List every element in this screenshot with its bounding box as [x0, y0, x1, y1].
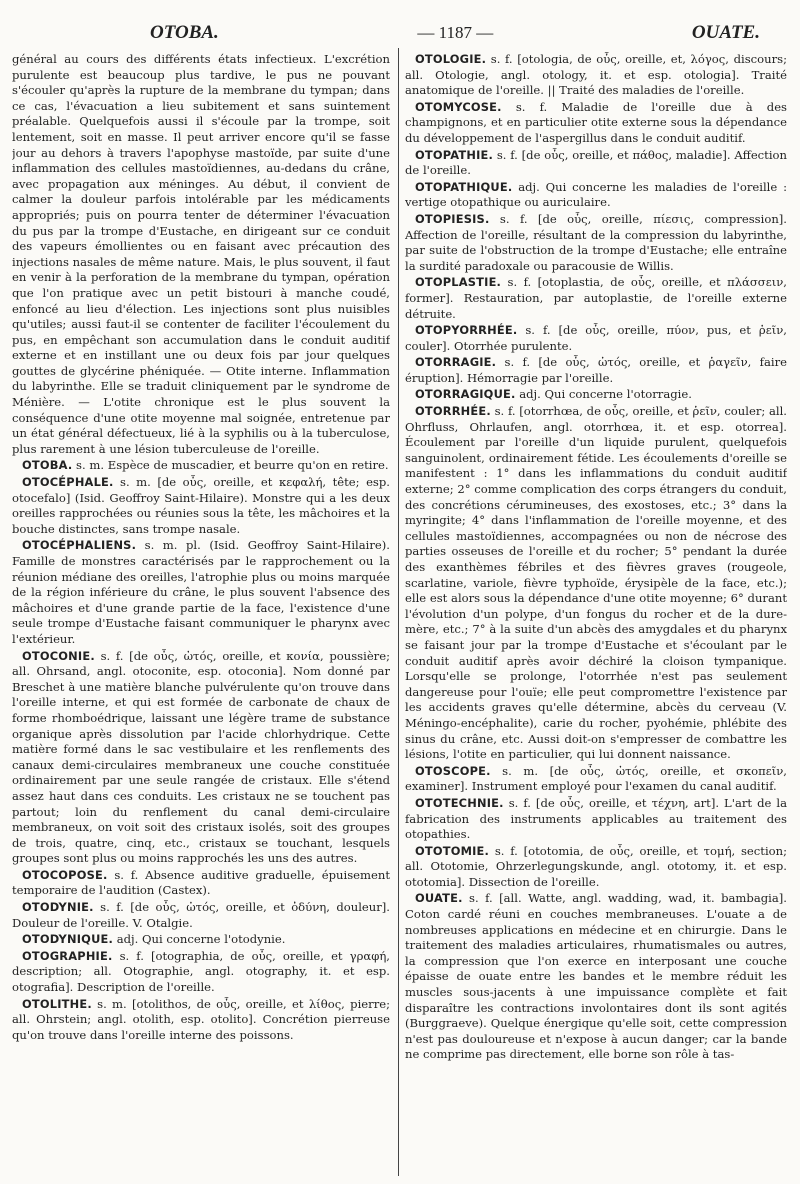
dictionary-entry — [12, 949, 390, 996]
dictionary-entry — [12, 649, 390, 867]
entry-headword: OTOPLASTIE. — [415, 275, 502, 290]
left-running-head: OTOBA. — [150, 22, 219, 43]
entry-text: s. f. [de οὖς, ὠτός, oreille, et ὀδύνη, douleur]. Douleur de l'oreille. V. Otalgie. — [12, 900, 390, 930]
dictionary-entry — [12, 538, 390, 647]
entry-headword: OTOCOPOSE. — [22, 867, 108, 882]
right-column — [405, 52, 787, 1177]
entry-text: s. m. [de οὖς, oreille, et κεφαλή, tête; esp. otocefalo] (Isid. Geoffroy Saint-Hilaire). Monstre qui a les deux oreilles rapprochées ou réunies sous la tête, les mâchoires et la bouche distinctes, sans trompe nasale. — [12, 475, 390, 536]
entry-headword: OUATE. — [415, 891, 463, 906]
entry-headword: OTOGRAPHIE. — [22, 948, 113, 963]
dictionary-entry — [405, 764, 787, 795]
entry-headword: OTOMYCOSE. — [415, 99, 502, 114]
entry-headword: OTORRHÉE. — [415, 404, 491, 419]
dictionary-entry — [405, 52, 787, 99]
dictionary-entry — [12, 458, 390, 474]
continued-text — [12, 52, 390, 457]
dictionary-entry — [405, 100, 787, 147]
entry-headword: OTOPYORRHÉE. — [415, 323, 518, 338]
dictionary-entry — [405, 212, 787, 274]
dictionary-entry — [12, 868, 390, 899]
entry-headword: OTOPATHIE. — [415, 147, 494, 162]
entry-text: s. f. [ototomia, de οὖς, oreille, et τομή, section; all. Ototomie, Ohrzerlegungskunde, angl. ototomy, it. et esp. ototomia]. Dissection de l'oreille. — [405, 843, 787, 889]
entry-text: s. f. [de οὖς, oreille, et πάθος, maladie]. Affection de l'oreille. — [405, 147, 787, 178]
entry-text: adj. Qui concerne l'otorragie. — [515, 387, 692, 402]
dictionary-entry — [12, 997, 390, 1044]
entry-text: s. f. [de οὖς, ὠτός, oreille, et ῥαγεῖν, faire éruption]. Hémorragie par l'oreille. — [405, 355, 787, 385]
dictionary-entry — [12, 475, 390, 537]
entry-headword: OTODYNIQUE. — [22, 932, 114, 947]
entry-text: adj. Qui concerne l'otodynie. — [113, 932, 286, 947]
entry-text: s. f. Maladie de l'oreille due à des champignons, et en particulier otite externe sous la dépendance du développement de l'aspergillus dans le conduit auditif. — [405, 99, 787, 145]
running-header — [150, 18, 760, 48]
dictionary-entry — [405, 355, 787, 386]
entry-headword: OTOCÉPHALIENS. — [22, 538, 137, 553]
entry-text: s. m. Espèce de muscadier, et beurre qu'on en retire. — [72, 458, 389, 473]
entry-headword: OTOPIESIS. — [415, 211, 490, 226]
left-column — [12, 52, 390, 1177]
entry-headword: OTOTOMIE. — [415, 843, 490, 858]
entry-headword: OTODYNIE. — [22, 900, 94, 915]
dictionary-entry — [405, 387, 787, 403]
column-divider — [398, 48, 399, 1176]
entry-text: s. f. [otorrhœa, de οὖς, oreille, et ῥεῖν, couler; all. Ohrfluss, Ohrlaufen, angl. otorrhœa, it. et esp. otorrea]. Écoulement par l'oreille d'un liquide purulent, quelquefois sanguinolent, ordinairement fétide. Les écoulements d'oreille se manifestent : 1° dans les inflammations du conduit auditif externe; 2° comme complication des corps étrangers du conduit, des concrétions cérumineuses, des exostoses, etc.; 3° dans la myringite; 4° dans l'inflammation de l'oreille moyenne, et des cellules mastoïdiennes, accompagnées ou non de nécrose des parties osseuses de l'oreille et du rocher; 5° pendant la durée des exanthèmes fébriles et des fièvres graves (rougeole, scarlatine, variole, fièvre typhoïde, érysipèle de la face, etc.); elle est alors sous la dépendance d'une otite moyenne; 6° durant l'évolution d'un polype, d'un fongus du rocher et de la dure-mère, etc.; 7° à la suite d'un abcès des amygdales et du pharynx se faisant jour par la trompe d'Eustache et s'écoulant par le conduit auditif après avoir déchiré la cloison tympanique. Lorsqu'elle se prolonge, l'otorrhée n'est pas seulement dangereuse pour l'ouïe; elle peut compromettre l'existence par les accidents graves qu'elle détermine, abcès du cerveau (V. Méningo-encéphalite), carie du rocher, pyohémie, phlébite des sinus du crâne, etc. Aussi doit-on s'empresser de combattre les lésions, l'otite en particulier, qui lui donnent naissance. — [405, 404, 787, 762]
dictionary-entry — [12, 932, 390, 948]
entry-headword: OTORRAGIE. — [415, 355, 497, 370]
entry-headword: OTORRAGIQUE. — [415, 387, 516, 402]
entry-headword: OTOCONIE. — [22, 648, 95, 663]
entry-headword: OTOTECHNIE. — [415, 795, 504, 810]
page-number: — 1187 — — [417, 23, 494, 42]
entry-headword: OTOBA. — [22, 458, 73, 473]
entry-text: s. f. [otographia, de οὖς, oreille, et γραφή, description; all. Otographie, angl. otography, it. et esp. otografia]. Description de l'oreille. — [12, 948, 390, 995]
entry-text: s. f. [de οὖς, oreille, πίεσις, compression]. Affection de l'oreille, résultant de la compression du labyrinthe, par suite de l'obstruction de la trompe d'Eustache; elle entraîne la surdité paradoxale ou paracousie de Willis. — [405, 211, 787, 273]
right-running-head: OUATE. — [691, 22, 760, 43]
entry-headword: OTOLOGIE. — [415, 52, 487, 66]
entry-headword: OTOSCOPE. — [415, 763, 491, 778]
entry-text: s. f. [de οὖς, oreille, et τέχνη, art]. L'art de la fabrication des instruments applicables au traitement des otopathies. — [405, 795, 787, 842]
dictionary-entry — [405, 796, 787, 843]
entry-headword: OTOCÉPHALE. — [22, 475, 114, 490]
dictionary-entry — [12, 900, 390, 931]
dictionary-entry — [405, 148, 787, 179]
dictionary-entry — [405, 844, 787, 891]
dictionary-entry — [405, 404, 787, 763]
entry-text: s. f. [de οὖς, oreille, πύον, pus, et ῥεῖν, couler]. Otorrhée purulente. — [405, 323, 787, 353]
entry-text: s. f. Absence auditive graduelle, épuisement temporaire de l'audition (Castex). — [12, 867, 390, 898]
entry-text: s. f. [otologia, de οὖς, oreille, et, λόγος, discours; all. Otologie, angl. otology, it. et esp. otologia]. Traité anatomique de l'oreille. || Traité des maladies de l'oreille. — [405, 52, 787, 98]
entry-headword: OTOLITHE. — [22, 996, 92, 1011]
dictionary-entry — [405, 180, 787, 211]
entry-text: s. f. [all. Watte, angl. wadding, wad, it. bambagia]. Coton cardé réuni en couches membraneuses. L'ouate a de nombreuses applications en médecine et en chirurgie. Dans le traitement des maladies articulaires, rhumatismales ou autres, la compression que l'on exerce en interposant une couche épaisse de ouate entre les bandes et le membre réduit les muscles sous-jacents à une impuissance complète et fait disparaître les contractions involontaires dont ils sont agités (Burggraeve). Quelque énergique qu'elle soit, cette compression n'est pas douloureuse et n'expose à aucun danger; car la bande ne comprime pas directement, elle borne son rôle à tas- — [405, 891, 787, 1062]
entry-text: général au cours des différents états infectieux. L'excrétion purulente est beaucoup plus tardive, le pus ne pouvant s'écouler qu'après la rupture de la membrane du tympan; dans ce cas, l'évacuation a lieu subitement et sans suintement préalable. Quelquefois aussi il s'écoule par la trompe, soit lentement, soit en masse. Il peut arriver encore qu'il se fasse jour au dehors à travers l'apophyse mastoïde, par suite d'une inflammation des cellules mastoïdiennes, au-dedans du crâne, avec propagation aux méninges. Au début, il convient de calmer la douleur parfois intolérable par les médicaments appropriés; puis on pourra tenter de déterminer l'évacuation du pus par la trompe d'Eustache, en dirigeant sur ce conduit des vapeurs émollientes ou en faisant avec précaution des injections nasales de même nature. Mais, le plus souvent, il faut en venir à la perforation de la membrane du tympan, opération que l'on pratique avec un petit bistouri à manche coudé, enfoncé au lieu d'élection. Les injections sont plus nuisibles qu'utiles; aussi faut-il se contenter de faciliter l'écoulement du pus, en empêchant son accumulation dans le conduit auditif externe et en instillant une ou deux fois par jour quelques gouttes de glycérine phéniquée. — Otite interne. Inflammation du labyrinthe. Elle se traduit cliniquement par le syndrome de Ménière. — L'otite chronique est le plus souvent la conséquence d'une otite moyenne mal soignée, entretenue par un état général défectueux, lié à la syphilis ou à la tuberculose, plus rarement à une lésion tuberculeuse de l'oreille. — [12, 52, 390, 456]
entry-text: s. m. [otolithos, de οὖς, oreille, et λίθος, pierre; all. Ohrstein; angl. otolith, esp. otolito]. Concrétion pierreuse qu'on trouve dans l'oreille interne des poissons. — [12, 996, 390, 1042]
entry-text: s. m. pl. (Isid. Geoffroy Saint-Hilaire). Famille de monstres caractérisés par le rapprochement ou la réunion médiane des oreilles, l'atrophie plus ou moins marquée de la région inférieure du crâne, le plus souvent l'absence des mâchoires et d'une grande partie de la face, l'existence d'une seule trompe d'Eustache faisant communiquer le pharynx avec l'extérieur. — [12, 538, 390, 646]
entry-headword: OTOPATHIQUE. — [415, 179, 513, 194]
dictionary-entry — [405, 275, 787, 322]
entry-text: s. f. [de οὖς, ὠτός, oreille, et κονία, poussière; all. Ohrsand, angl. otoconite, esp. otoconia]. Nom donné par Breschet à une matière blanche pulvérulente qu'on trouve dans l'oreille interne, et qui est formée de carbonate de chaux de forme rhomboédrique, laissant une légère trame de substance organique après dissolution par l'acide chlorhydrique. Cette matière formé dans le sac vestibulaire et les renflements des canaux demi-circulaires membraneux une couche constituée ordinairement par une seule rangée de cristaux. Elle s'étend assez haut dans ces conduits. Les cristaux ne se touchent pas partout; loin du renflement du canal demi-circulaire membraneux, on voit soit des cristaux isolés, soit des groupes de trois, quatre, cinq, etc., cristaux se touchant, lesquels groupes sont plus ou moins rapprochés les uns des autres. — [12, 648, 390, 866]
entry-text: s. m. [de οὖς, ὠτός, oreille, et σκοπεῖν, examiner]. Instrument employé pour l'examen du canal auditif. — [405, 763, 787, 794]
dictionary-entry — [405, 323, 787, 354]
entry-text: s. f. [otoplastia, de οὖς, oreille, et πλάσσειν, former]. Restauration, par autoplastie, de l'oreille externe détruite. — [405, 275, 787, 321]
entry-text: adj. Qui concerne les maladies de l'oreille : vertige otopathique ou auriculaire. — [405, 179, 787, 210]
dictionary-entry — [405, 891, 787, 1063]
